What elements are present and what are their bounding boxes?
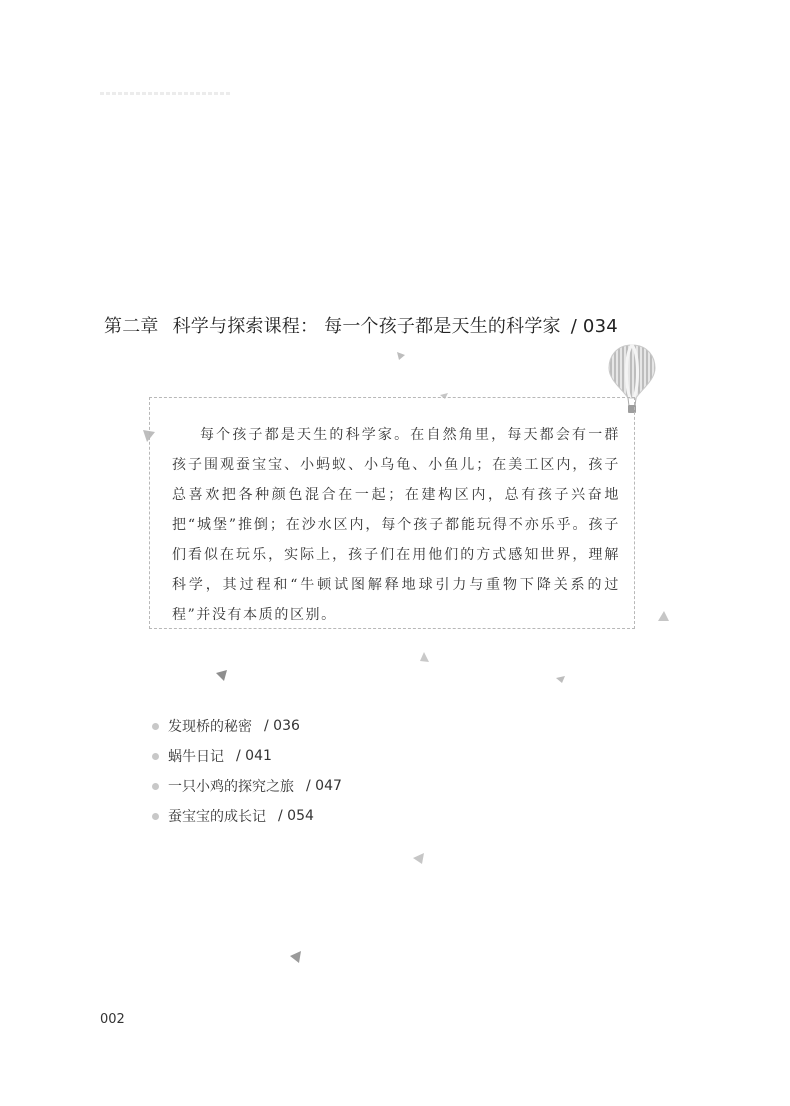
- toc-item[interactable]: [152, 771, 342, 801]
- triangle-decoration-icon: [556, 676, 566, 684]
- toc-page: / 054: [278, 808, 314, 824]
- chapter-page: / 034: [570, 316, 618, 338]
- triangle-decoration-icon: [413, 853, 425, 865]
- toc-title: 蚕宝宝的成长记: [168, 809, 266, 825]
- toc-page: / 036: [264, 718, 300, 734]
- triangle-decoration-icon: [397, 352, 407, 362]
- bullet-icon: [152, 813, 159, 820]
- toc-page: / 041: [236, 748, 272, 764]
- toc-item[interactable]: [152, 711, 342, 741]
- triangle-decoration-icon: [216, 670, 228, 682]
- toc-list: [152, 711, 342, 831]
- intro-text: 每个孩子都是天生的科学家。在自然角里，每天都会有一群孩子围观蚕宝宝、小蚂蚁、小乌龟、小鱼儿；在美工区内，孩子总喜欢把各种颜色混合在一起；在建构区内，总有孩子兴奋地把“城堡”推倒；在沙水区内，每个孩子都能玩得不亦乐乎。孩子们看似在玩乐，实际上，孩子们在用他们的方式感知世界，理解科学，其过程和“牛顿试图解释地球引力与重物下降关系的过程”并没有本质的区别。: [172, 427, 620, 623]
- page-number: 002: [100, 1012, 125, 1027]
- toc-title: 一只小鸡的探究之旅: [168, 779, 294, 795]
- chapter-title: [104, 312, 618, 338]
- intro-box: [149, 397, 635, 629]
- bullet-icon: [152, 723, 159, 730]
- triangle-decoration-icon: [290, 951, 302, 963]
- toc-page: / 047: [306, 778, 342, 794]
- header-faint-text: [100, 92, 232, 95]
- triangle-decoration-icon: [658, 611, 670, 623]
- toc-title: 发现桥的秘密: [168, 719, 252, 735]
- toc-title: 蜗牛日记: [168, 749, 224, 765]
- bullet-icon: [152, 783, 159, 790]
- toc-item[interactable]: [152, 801, 342, 831]
- toc-item[interactable]: [152, 741, 342, 771]
- chapter-label: 第二章: [104, 316, 159, 338]
- triangle-decoration-icon: [418, 652, 430, 664]
- bullet-icon: [152, 753, 159, 760]
- chapter-subtitle: 科学与探索课程： 每一个孩子都是天生的科学家: [172, 316, 561, 338]
